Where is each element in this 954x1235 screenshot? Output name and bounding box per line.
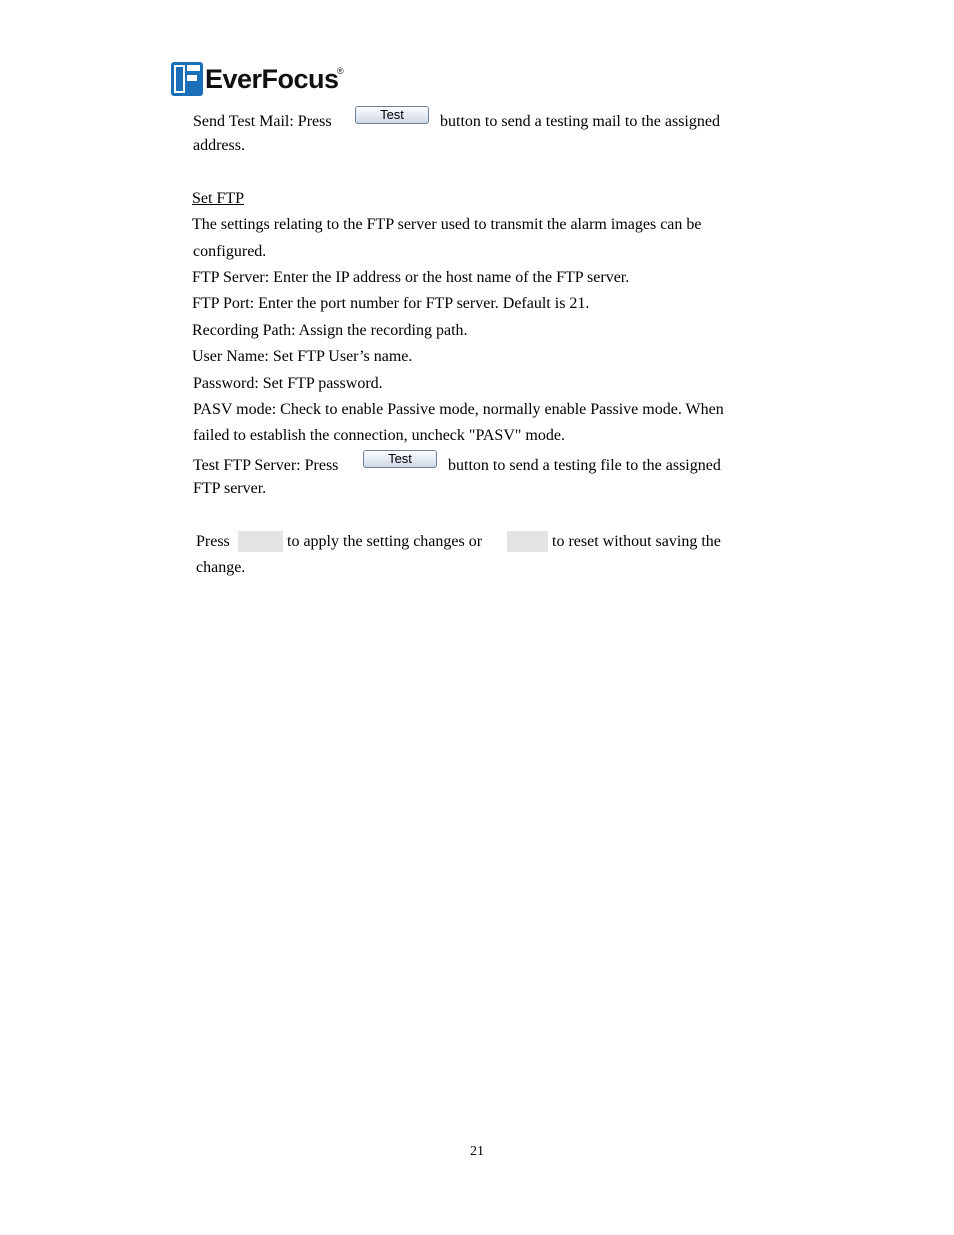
- ftp-server-desc: FTP Server: Enter the IP address or the host name of the FTP server.: [192, 269, 630, 286]
- reset-button[interactable]: [507, 531, 548, 552]
- send-test-mail-text: Send Test Mail: Press: [193, 113, 332, 130]
- ftp-intro-line1: The settings relating to the FTP server used to transmit the alarm images can be: [192, 216, 702, 233]
- apply-note-line2: change.: [196, 559, 246, 576]
- apply-note-press: Press: [196, 533, 230, 550]
- send-test-mail-desc-2: address.: [193, 137, 245, 154]
- registered-mark: ®: [337, 66, 344, 76]
- ftp-intro-line2: configured.: [193, 243, 267, 260]
- ftp-port-desc: FTP Port: Enter the port number for FTP server. Default is 21.: [192, 295, 590, 312]
- brand-name: EverFocus: [205, 64, 339, 94]
- pasv-mode-desc-line1: PASV mode: Check to enable Passive mode, normally enable Passive mode. When: [193, 401, 724, 418]
- send-test-mail-desc: button to send a testing mail to the assigned: [440, 113, 720, 130]
- test-mail-button[interactable]: Test: [355, 106, 429, 124]
- recording-path-desc: Recording Path: Assign the recording path.: [192, 322, 468, 339]
- page-number: 21: [470, 1144, 484, 1159]
- everfocus-logo-icon: [171, 62, 203, 96]
- test-ftp-button[interactable]: Test: [363, 450, 437, 468]
- test-ftp-server-desc: button to send a testing file to the assigned: [448, 457, 721, 474]
- apply-note-middle: to apply the setting changes or: [287, 533, 483, 550]
- password-desc: Password: Set FTP password.: [193, 375, 383, 392]
- user-name-desc: User Name: Set FTP User’s name.: [192, 348, 413, 365]
- apply-button[interactable]: [238, 531, 283, 552]
- test-ftp-server-desc-2: FTP server.: [193, 480, 267, 497]
- set-ftp-heading: Set FTP: [192, 190, 245, 207]
- test-ftp-server-text: Test FTP Server: Press: [193, 457, 339, 474]
- apply-note-end: to reset without saving the: [552, 533, 721, 550]
- pasv-mode-desc-line2: failed to establish the connection, uncheck "PASV" mode.: [193, 427, 565, 444]
